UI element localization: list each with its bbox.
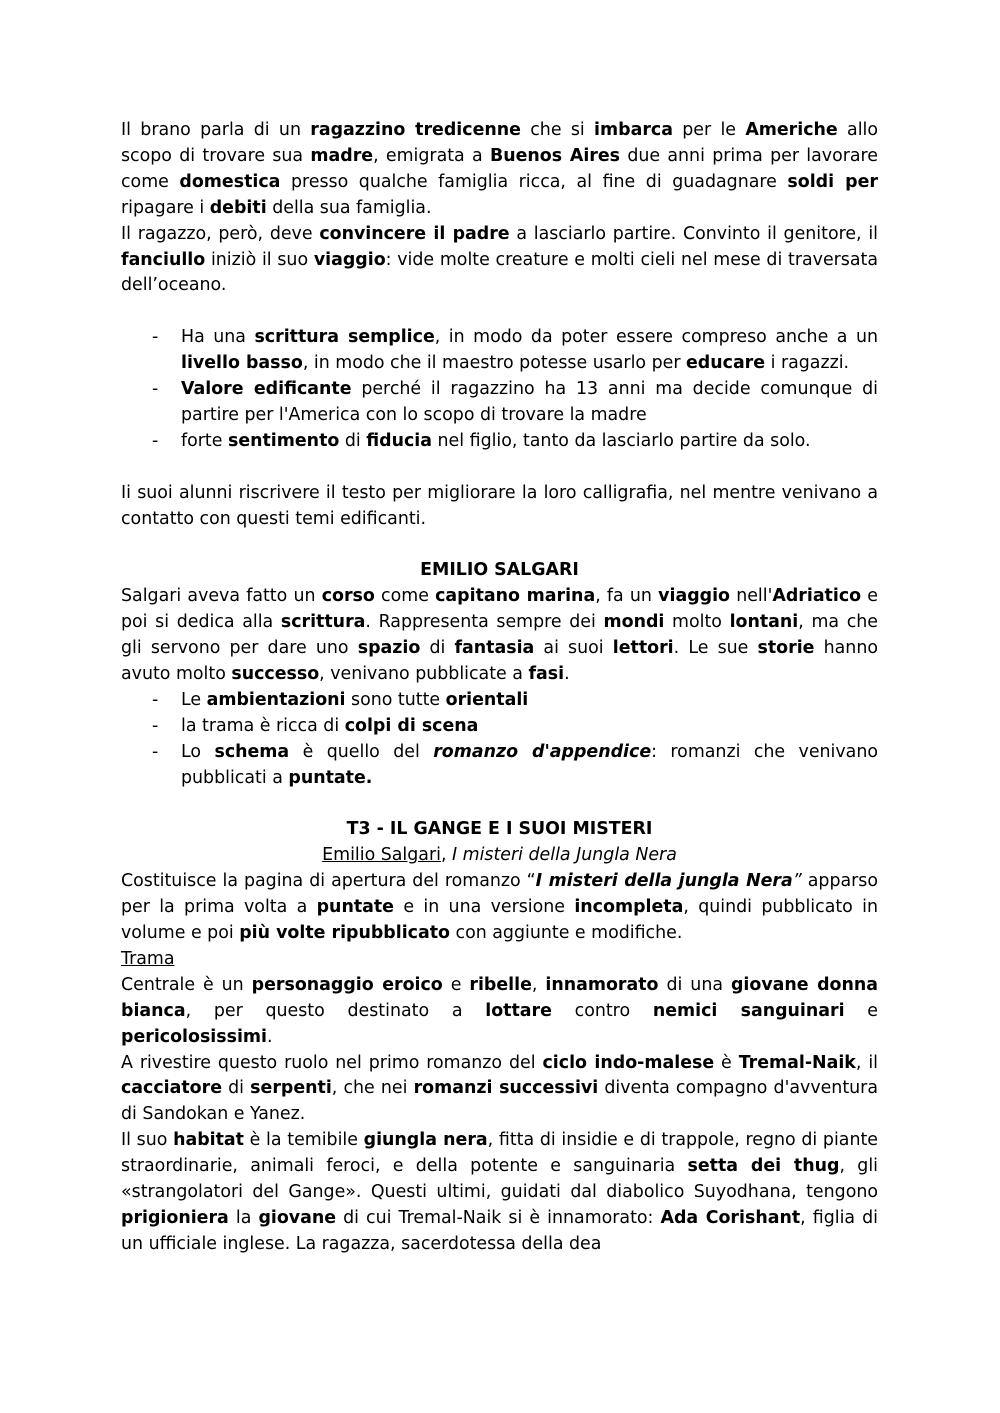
text-run: viaggio	[313, 249, 386, 270]
text-run: scrittura semplice	[254, 327, 435, 348]
text-run: di	[339, 430, 367, 451]
text-run: madre	[310, 145, 374, 166]
text-run: convincere il padre	[319, 223, 510, 244]
text-run: giungla nera	[363, 1130, 488, 1151]
text-run: la trama è ricca di	[181, 715, 345, 736]
text-run: . Rappresenta sempre dei	[365, 612, 604, 633]
text-run: Ii suoi alunni riscrivere il testo per migliorare la loro calligrafia, nel mentre venivano a contatto con questi temi edificanti.	[121, 482, 878, 529]
section-heading-t3: T3 - IL GANGE E I SUOI MISTERI	[346, 819, 653, 840]
text-run: molto	[664, 612, 730, 633]
text-run: allo scopo di trovare sua	[121, 120, 878, 166]
text-run: , quindi pubblicato in volume e poi	[121, 897, 878, 944]
text-run: pericolosissimi	[121, 1026, 268, 1047]
text-run: Salgari aveva fatto un	[121, 586, 322, 607]
list-item	[181, 429, 878, 455]
text-run: è	[714, 1052, 739, 1073]
text-run: e	[844, 1000, 878, 1021]
text-run: Americhe	[745, 120, 838, 140]
text-run: sono tutte	[345, 689, 446, 710]
list-item	[181, 740, 878, 792]
text-run: Il brano parla di un	[121, 120, 311, 140]
text-run: di	[222, 1078, 251, 1099]
text-run: di	[420, 638, 455, 659]
text-run: habitat	[173, 1130, 244, 1151]
t3-paragraph-1	[121, 869, 878, 947]
text-run: Adriatico	[772, 586, 862, 607]
text-run: puntate	[316, 897, 394, 918]
text-run: giovane donna bianca	[121, 974, 878, 1021]
text-run: Lo	[181, 741, 215, 762]
text-run: di una	[658, 974, 731, 995]
text-run: ”	[792, 871, 802, 892]
text-run: personaggio eroico	[251, 974, 443, 995]
text-run: Ada Corishant	[660, 1208, 801, 1228]
text-run: mondi	[603, 612, 665, 633]
text-run: presso qualche famiglia ricca, al fine di guadagnare	[280, 171, 788, 192]
text-run: di cui Tremal-Naik si è innamorato:	[336, 1208, 661, 1228]
text-run: domestica	[179, 171, 281, 192]
text-run: romanzi successivi	[413, 1078, 599, 1099]
text-run: , gli «strangolatori del Gange». Questi ultimi, guidati dal diabolico Suyodhana, tengono	[121, 1156, 878, 1203]
text-run: Tremal-Naik	[738, 1052, 856, 1073]
section-heading-salgari: EMILIO SALGARI	[420, 560, 579, 581]
spacer	[121, 792, 878, 818]
text-run: , figlia di un ufficiale inglese. La ragazza, sacerdotessa della dea	[121, 1208, 878, 1254]
intro-bullet-list	[121, 325, 878, 455]
t3-paragraph-4	[121, 1128, 878, 1258]
text-run: A rivestire questo ruolo nel primo romanzo del	[121, 1052, 543, 1073]
text-run: perché il ragazzino ha 13 anni ma decide comunque di partire per l'America con lo scopo di trovare la madre	[181, 379, 878, 425]
text-run: , venivano pubblicate a	[319, 663, 529, 684]
text-run: fantasia	[454, 638, 535, 659]
text-run: Emilio Salgari	[322, 845, 441, 866]
list-item	[181, 377, 878, 429]
text-run: , il	[855, 1052, 878, 1073]
text-run: nemici sanguinari	[652, 1000, 845, 1021]
text-run: serpenti	[250, 1078, 332, 1099]
text-run: è quello del	[289, 741, 434, 762]
text-run: iniziò il suo	[205, 249, 314, 270]
text-run: lontani	[729, 612, 799, 633]
text-run: Costituisce la pagina di apertura del romanzo “	[121, 871, 536, 892]
text-run: fiducia	[366, 430, 432, 451]
text-run: ,	[440, 845, 452, 866]
text-run: Ha una	[181, 327, 255, 348]
text-run: e poi si dedica alla	[121, 586, 878, 633]
text-run: per le	[672, 120, 746, 140]
text-run: hanno avuto molto	[121, 638, 878, 684]
text-run: ,	[531, 974, 546, 995]
text-run: la	[228, 1208, 259, 1228]
spacer	[121, 299, 878, 325]
text-run: Valore edificante	[181, 379, 352, 400]
spacer	[121, 532, 878, 558]
text-run: , ma che gli servono per dare uno	[121, 612, 878, 659]
text-run: , in modo che il maestro potesse usarlo per	[302, 353, 687, 374]
text-run: ambientazioni	[206, 689, 346, 710]
intro-paragraph-2	[121, 222, 878, 300]
text-run: ribelle	[469, 974, 532, 995]
text-run: Il ragazzo, però, deve	[121, 223, 320, 244]
text-run: orientali	[445, 689, 529, 710]
text-run: Il suo	[121, 1130, 174, 1151]
text-run: che si	[520, 120, 595, 140]
text-run: nel figlio, tanto da lasciarlo partire da solo.	[432, 430, 811, 451]
text-run: della sua famiglia.	[266, 197, 432, 218]
salgari-bullet-list	[121, 688, 878, 792]
text-run: .	[564, 663, 570, 684]
text-run: cacciatore	[121, 1078, 222, 1099]
text-run: incompleta	[574, 897, 684, 918]
text-run: prigioniera	[121, 1208, 229, 1228]
text-run: fasi	[528, 663, 565, 684]
list-item	[181, 714, 878, 740]
text-run: giovane	[258, 1208, 337, 1228]
text-run: storie	[757, 638, 815, 659]
text-run: più volte ripubblicato	[239, 923, 450, 944]
text-run: capitano marina	[435, 586, 596, 607]
text-run: lettori	[612, 638, 674, 659]
text-run: Centrale è un	[121, 974, 252, 995]
section-subtitle	[121, 843, 878, 869]
text-run: e in una versione	[393, 897, 575, 918]
text-run: fanciullo	[121, 249, 206, 270]
text-run: I misteri della jungla Nera	[535, 871, 793, 892]
text-run: , che nei	[331, 1078, 414, 1099]
text-run: corso	[321, 586, 375, 607]
text-run: , fitta di insidie e di trappole, regno di piante straordinarie, animali feroci, e della potente e sanguinaria	[121, 1130, 878, 1177]
text-run: ai suoi	[534, 638, 613, 659]
text-run: .	[267, 1026, 273, 1047]
text-run: livello basso	[181, 353, 303, 374]
text-run: sentimento	[227, 430, 340, 451]
text-run: . Le sue	[673, 638, 758, 659]
text-run: due anni prima per lavorare come	[121, 145, 879, 192]
text-run: I misteri della Jungla Nera	[452, 845, 677, 866]
text-run: con aggiunte e modifiche.	[449, 923, 683, 944]
text-run: schema	[214, 741, 290, 762]
text-run: e	[442, 974, 470, 995]
text-run: nell'	[730, 586, 773, 607]
spacer	[121, 455, 878, 481]
text-run: soldi per	[787, 171, 879, 192]
text-run: puntate.	[288, 767, 373, 788]
trama-label: Trama	[121, 948, 175, 969]
text-run: ragazzino tredicenne	[310, 120, 521, 140]
text-run: spazio	[357, 638, 421, 659]
text-run: apparso per la prima volta a	[121, 871, 878, 918]
intro-paragraph-3	[121, 481, 878, 533]
text-run: , emigrata a	[373, 145, 490, 166]
text-run: forte	[181, 430, 228, 451]
text-run: debiti	[209, 197, 267, 218]
text-run: , per questo destinato a	[185, 1000, 486, 1021]
text-run: Le	[181, 689, 207, 710]
t3-paragraph-2	[121, 973, 878, 1051]
text-run: romanzo d'appendice	[433, 741, 652, 762]
text-run: , fa un	[595, 586, 659, 607]
text-run: diventa compagno d'avventura di Sandokan e Yanez.	[121, 1078, 878, 1125]
text-run: è la temibile	[243, 1130, 364, 1151]
t3-paragraph-3	[121, 1051, 878, 1129]
text-run: imbarca	[594, 120, 673, 140]
text-run: , in modo da poter essere compreso anche a un	[434, 327, 878, 348]
text-run: scrittura	[280, 612, 366, 633]
text-run: a lasciarlo partire. Convinto il genitore, il	[509, 223, 879, 244]
text-run: : romanzi che venivano pubblicati a	[181, 741, 879, 788]
text-run: ciclo indo-malese	[542, 1052, 715, 1073]
text-run: i ragazzi.	[765, 353, 850, 374]
salgari-paragraph	[121, 584, 878, 688]
text-run: come	[374, 586, 436, 607]
intro-paragraph-1	[121, 118, 878, 222]
text-run: successo	[231, 663, 320, 684]
text-run: Buenos Aires	[489, 145, 621, 166]
text-run: ripagare i	[121, 197, 210, 218]
list-item	[181, 325, 878, 377]
text-run: innamorato	[545, 974, 659, 995]
text-run: contro	[551, 1000, 653, 1021]
text-run: : vide molte creature e molti cieli nel mese di traversata dell’oceano.	[121, 249, 878, 296]
text-run: setta dei thug	[687, 1156, 840, 1177]
text-run: viaggio	[658, 586, 730, 607]
text-run: colpi di scena	[344, 715, 479, 736]
text-run: educare	[686, 353, 766, 374]
text-run: lottare	[485, 1000, 552, 1021]
list-item	[181, 688, 878, 714]
